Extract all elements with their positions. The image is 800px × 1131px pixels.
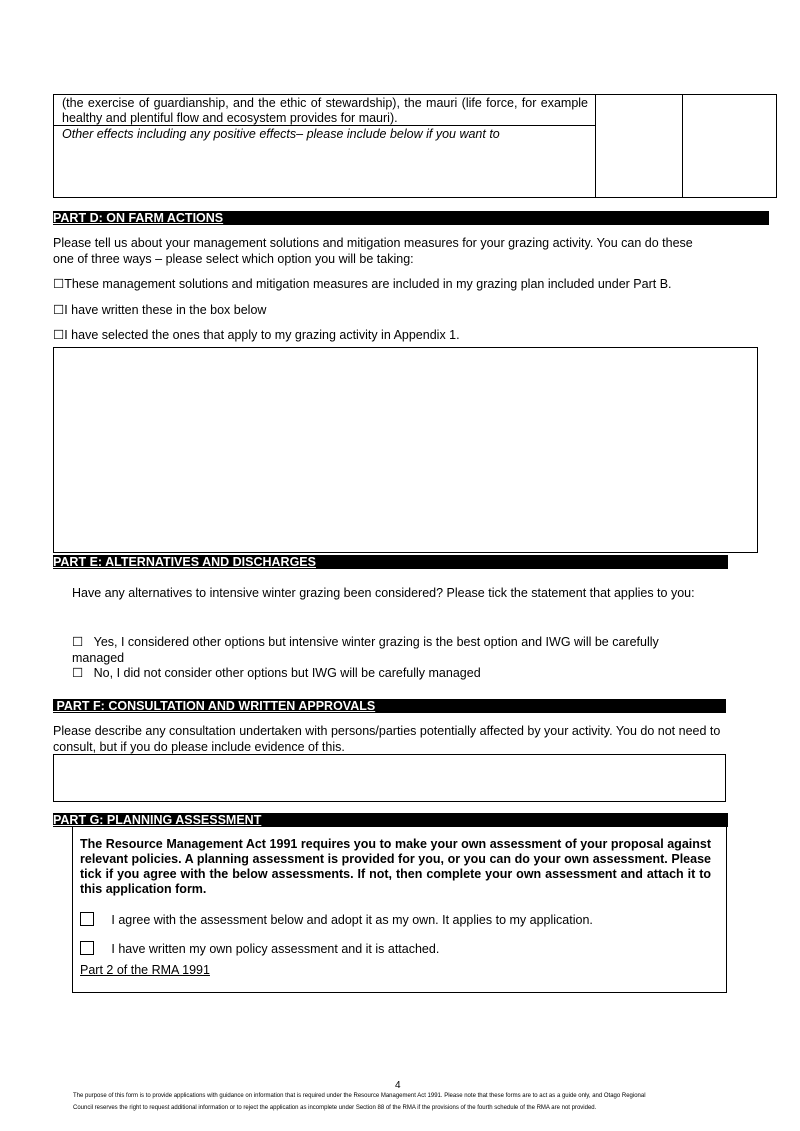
part-g-option-agree[interactable] xyxy=(80,912,700,928)
part-g-heading-bar xyxy=(53,813,728,827)
part-d-option-appendix[interactable] xyxy=(53,327,753,343)
checkbox-icon[interactable]: ☐ xyxy=(53,328,65,342)
part-f-heading-bar xyxy=(53,699,726,713)
part-d-answer-box[interactable] xyxy=(53,347,758,553)
part-d-heading-bar xyxy=(53,211,769,225)
part-e-option-considered[interactable] xyxy=(72,634,712,666)
part-g-intro: The Resource Management Act 1991 requires you to make your own assessment of your proposal against relevant policies. A planning assessment is provided for you, or you can do your own assessment. Please tick if you agree with the below assessments. If not, then complete your own assessment and attach it to this application form. xyxy=(80,837,711,896)
effects-table-row-mauri: (the exercise of guardianship, and the ethic of stewardship), the mauri (life force, for example healthy and plentiful flow and ecosystem provides for mauri). xyxy=(54,95,596,126)
part-d-intro: Please tell us about your management solutions and mitigation measures for your grazing activity. You can do these one of three ways – please select which option you will be taking: xyxy=(53,236,693,266)
option-label: These management solutions and mitigation measures are included in my grazing plan included under Part B. xyxy=(64,277,672,291)
checkbox-icon[interactable]: ☐ xyxy=(53,303,65,317)
effects-table xyxy=(53,94,777,198)
part-2-rma-link[interactable]: Part 2 of the RMA 1991 xyxy=(80,963,210,977)
part-f-intro: Please describe any consultation undertaken with persons/parties potentially affected by your activity. You do not need to consult, but if you do please include evidence of this. xyxy=(53,724,721,754)
checkbox-icon[interactable]: ☐ xyxy=(53,277,65,291)
part-e-heading-bar xyxy=(53,555,728,569)
option-label: I have selected the ones that apply to my grazing activity in Appendix 1. xyxy=(64,328,460,342)
effects-table-column-2 xyxy=(596,95,683,197)
part-d-heading: PART D: ON FARM ACTIONS xyxy=(53,211,224,225)
footer-line-2: Council reserves the right to request additional information or to reject the application as incomplete under Section 88 of the RMA if the provisions of the fourth schedule of the RMA are not provided. xyxy=(73,1105,597,1111)
checkbox-icon[interactable] xyxy=(80,941,94,955)
part-e-option-not-considered[interactable] xyxy=(72,665,712,681)
part-d-option-written-below[interactable] xyxy=(53,302,753,318)
part-f-answer-box[interactable] xyxy=(53,754,726,802)
footer-line-1: The purpose of this form is to provide applications with guidance on information that is required under the Resource Management Act 1991. Please note that these forms are to act as a guide only, and Otago Regional xyxy=(73,1093,646,1099)
checkbox-icon[interactable]: ☐ xyxy=(72,666,84,680)
part-g-heading: PART G: PLANNING ASSESSMENT xyxy=(53,813,262,827)
page-number: 4 xyxy=(395,1080,401,1091)
effects-table-row-other-effects[interactable]: Other effects including any positive effects– please include below if you want to xyxy=(62,127,500,141)
part-d-option-grazing-plan[interactable] xyxy=(53,276,753,292)
part-e-question: Have any alternatives to intensive winter grazing been considered? Please tick the statement that applies to you: xyxy=(72,586,695,600)
option-label: Yes, I considered other options but intensive winter grazing is the best option and IWG will be carefully managed xyxy=(72,635,659,665)
option-label: I have written my own policy assessment and it is attached. xyxy=(111,942,440,956)
option-label: No, I did not consider other options but IWG will be carefully managed xyxy=(93,666,481,680)
part-e-heading: PART E: ALTERNATIVES AND DISCHARGES xyxy=(53,555,316,569)
checkbox-icon[interactable]: ☐ xyxy=(72,635,84,649)
part-g-option-own-assessment[interactable] xyxy=(80,941,700,957)
part-f-heading: PART F: CONSULTATION AND WRITTEN APPROVALS xyxy=(53,699,376,713)
option-label: I agree with the assessment below and adopt it as my own. It applies to my application. xyxy=(111,913,593,927)
option-label: I have written these in the box below xyxy=(64,303,267,317)
checkbox-icon[interactable] xyxy=(80,912,94,926)
